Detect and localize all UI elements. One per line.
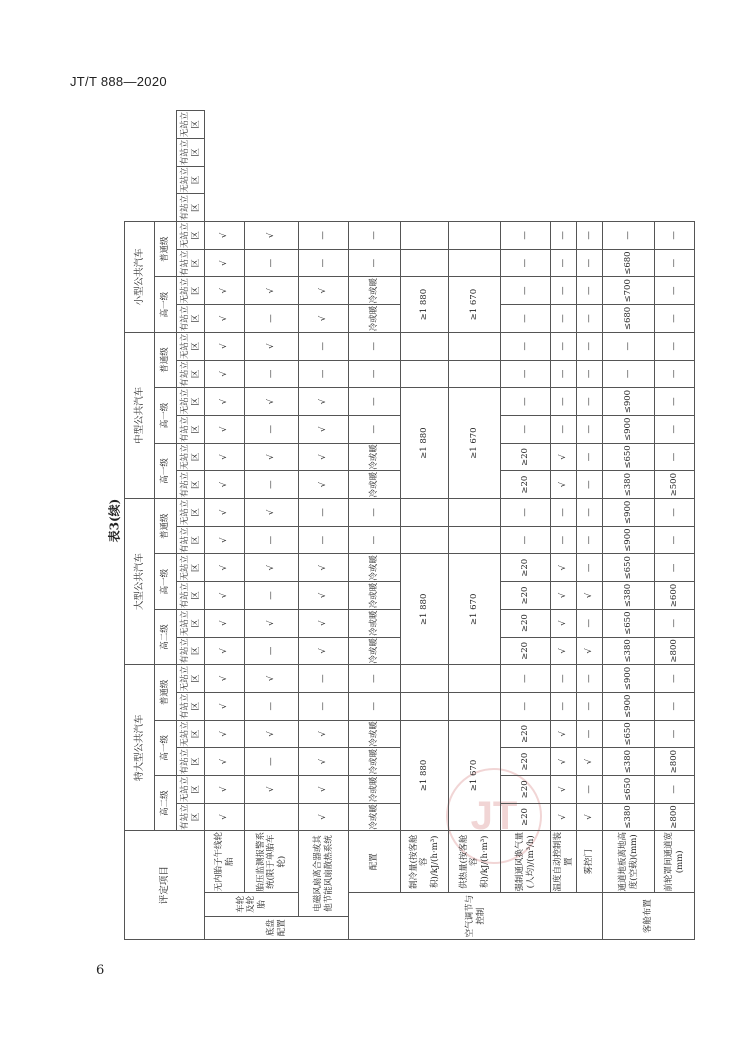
- value-cell: √: [205, 305, 245, 333]
- table-row: [401, 111, 449, 940]
- table-row: [501, 111, 551, 940]
- value-cell: √: [205, 609, 245, 637]
- value-cell: ≥800: [655, 637, 695, 665]
- value-cell: ≥1 880: [401, 720, 449, 831]
- value-cell: —: [577, 249, 603, 277]
- value-cell: —: [577, 554, 603, 582]
- value-cell: —: [245, 582, 299, 610]
- station-cell: 有站立区: [177, 138, 205, 166]
- value-cell: ≥20: [501, 609, 551, 637]
- station-cell: 有站立区: [177, 748, 205, 776]
- value-cell: 冷或暖: [349, 775, 401, 803]
- value-cell: √: [205, 637, 245, 665]
- value-cell: √: [245, 443, 299, 471]
- value-cell: —: [655, 526, 695, 554]
- category-wheels: 车轮及轮胎: [205, 893, 299, 916]
- value-cell: √: [299, 803, 349, 831]
- station-cell: 有站立区: [177, 194, 205, 222]
- value-cell: ≥20: [501, 443, 551, 471]
- value-cell: √: [205, 332, 245, 360]
- value-cell: ≥20: [501, 554, 551, 582]
- table-row: [449, 111, 501, 940]
- value-cell: √: [551, 443, 577, 471]
- value-cell: —: [299, 665, 349, 693]
- station-cell: 有站立区: [177, 637, 205, 665]
- grade-cell: 普通级: [155, 332, 177, 387]
- value-cell: ≤380: [603, 637, 655, 665]
- value-cell: —: [551, 388, 577, 416]
- value-cell: √: [299, 582, 349, 610]
- value-cell: √: [577, 637, 603, 665]
- value-cell: —: [501, 277, 551, 305]
- value-cell: ≥20: [501, 582, 551, 610]
- value-cell: —: [245, 526, 299, 554]
- value-cell: —: [501, 222, 551, 250]
- value-cell: —: [577, 277, 603, 305]
- value-cell: —: [655, 720, 695, 748]
- value-cell: —: [577, 775, 603, 803]
- empty-cell: [401, 332, 449, 360]
- value-cell: 冷或暖: [349, 554, 401, 582]
- value-cell: √: [299, 720, 349, 748]
- watermark-stamp: JT: [446, 768, 542, 864]
- value-cell: √: [299, 277, 349, 305]
- value-cell: —: [655, 443, 695, 471]
- value-cell: —: [577, 332, 603, 360]
- item-label: 强制通风换气量(人均)/(m³/h): [501, 831, 551, 893]
- value-cell: √: [551, 471, 577, 499]
- value-cell: √: [299, 305, 349, 333]
- empty-cell: [401, 249, 449, 277]
- value-cell: √: [205, 582, 245, 610]
- value-cell: ≥1 880: [401, 554, 449, 665]
- value-cell: —: [577, 609, 603, 637]
- value-cell: √: [551, 775, 577, 803]
- category-aircon: 空气调节与控制: [349, 893, 603, 940]
- station-cell: 无站立区: [177, 720, 205, 748]
- item-label: 制冷量(按客舱容积)/kJ/(h·m³): [401, 831, 449, 893]
- value-cell: ≤380: [603, 748, 655, 776]
- station-cell: 无站立区: [177, 111, 205, 139]
- station-cell: 无站立区: [177, 665, 205, 693]
- station-cell: 有站立区: [177, 471, 205, 499]
- value-cell: ≤650: [603, 609, 655, 637]
- empty-cell: [449, 332, 501, 360]
- value-cell: ≥20: [501, 720, 551, 748]
- value-cell: —: [577, 720, 603, 748]
- value-cell: —: [655, 665, 695, 693]
- value-cell: ≥20: [501, 748, 551, 776]
- header-xl-bus: 特大型公共汽车: [125, 665, 155, 831]
- empty-cell: [401, 360, 449, 388]
- value-cell: —: [299, 526, 349, 554]
- value-cell: ≤380: [603, 471, 655, 499]
- value-cell: —: [501, 305, 551, 333]
- value-cell: —: [551, 332, 577, 360]
- value-cell: √: [551, 554, 577, 582]
- value-cell: ≤700: [603, 277, 655, 305]
- value-cell: —: [245, 249, 299, 277]
- value-cell: √: [245, 554, 299, 582]
- value-cell: √: [551, 582, 577, 610]
- value-cell: √: [205, 499, 245, 527]
- value-cell: √: [299, 637, 349, 665]
- value-cell: —: [501, 665, 551, 693]
- empty-cell: [449, 249, 501, 277]
- value-cell: √: [577, 582, 603, 610]
- value-cell: —: [577, 692, 603, 720]
- value-cell: —: [577, 415, 603, 443]
- value-cell: —: [349, 360, 401, 388]
- value-cell: —: [501, 415, 551, 443]
- empty-cell: [245, 803, 299, 831]
- table-row: [349, 111, 401, 940]
- value-cell: 冷或暖: [349, 748, 401, 776]
- value-cell: ≥1 670: [449, 554, 501, 665]
- value-cell: ≤650: [603, 775, 655, 803]
- value-cell: —: [655, 609, 695, 637]
- value-cell: —: [577, 388, 603, 416]
- item-label: 电磁风扇离合器或其他节能风扇散热系统: [299, 831, 349, 916]
- standard-number: JT/T 888—2020: [70, 74, 167, 89]
- value-cell: —: [501, 499, 551, 527]
- value-cell: —: [299, 332, 349, 360]
- value-cell: —: [655, 415, 695, 443]
- value-cell: ≥20: [501, 637, 551, 665]
- value-cell: √: [205, 803, 245, 831]
- item-label: 前轮罩间通道宽(mm): [655, 831, 695, 893]
- value-cell: ≤900: [603, 665, 655, 693]
- value-cell: 冷或暖: [349, 609, 401, 637]
- item-label: 雾控门: [577, 831, 603, 893]
- value-cell: ≥600: [655, 582, 695, 610]
- item-label: 无内胎子午线轮胎: [205, 831, 245, 893]
- value-cell: ≥1 670: [449, 277, 501, 332]
- value-cell: √: [245, 609, 299, 637]
- value-cell: √: [245, 499, 299, 527]
- value-cell: √: [205, 360, 245, 388]
- value-cell: √: [245, 222, 299, 250]
- value-cell: —: [551, 526, 577, 554]
- value-cell: —: [603, 360, 655, 388]
- item-label: 胎压监测报警系统(限于单胎车轮): [245, 831, 299, 893]
- station-cell: 无站立区: [177, 277, 205, 305]
- value-cell: —: [551, 277, 577, 305]
- value-cell: —: [299, 692, 349, 720]
- value-cell: √: [299, 388, 349, 416]
- value-cell: 冷或暖: [349, 277, 401, 305]
- value-cell: √: [205, 222, 245, 250]
- value-cell: √: [299, 748, 349, 776]
- grade-cell: 普通级: [155, 499, 177, 554]
- station-cell: 无站立区: [177, 222, 205, 250]
- value-cell: ≥800: [655, 748, 695, 776]
- value-cell: √: [551, 748, 577, 776]
- value-cell: ≤900: [603, 499, 655, 527]
- value-cell: 冷或暖: [349, 720, 401, 748]
- value-cell: √: [551, 609, 577, 637]
- item-label: 供热量(按客舱容积)/kJ/(h·m³): [449, 831, 501, 893]
- value-cell: —: [655, 305, 695, 333]
- value-cell: —: [299, 222, 349, 250]
- empty-cell: [401, 222, 449, 250]
- station-cell: 无站立区: [177, 775, 205, 803]
- value-cell: ≥1 880: [401, 388, 449, 499]
- value-cell: —: [245, 471, 299, 499]
- header-l-bus: 大型公共汽车: [125, 499, 155, 665]
- value-cell: —: [551, 415, 577, 443]
- value-cell: ≤900: [603, 415, 655, 443]
- page-number: 6: [96, 963, 105, 978]
- header-s-bus: 小型公共汽车: [125, 222, 155, 333]
- value-cell: ≤650: [603, 443, 655, 471]
- value-cell: √: [551, 803, 577, 831]
- value-cell: 冷或暖: [349, 443, 401, 471]
- value-cell: —: [655, 554, 695, 582]
- value-cell: √: [205, 665, 245, 693]
- value-cell: ≥20: [501, 803, 551, 831]
- value-cell: —: [655, 277, 695, 305]
- table-row: [299, 111, 349, 940]
- value-cell: ≤650: [603, 554, 655, 582]
- value-cell: —: [551, 692, 577, 720]
- value-cell: —: [349, 249, 401, 277]
- value-cell: √: [205, 443, 245, 471]
- station-cell: 有站立区: [177, 249, 205, 277]
- value-cell: —: [245, 305, 299, 333]
- table-frame: [124, 110, 685, 940]
- table-row: [551, 111, 577, 940]
- value-cell: —: [349, 665, 401, 693]
- table-row: [205, 111, 245, 940]
- header-m-bus: 中型公共汽车: [125, 332, 155, 498]
- value-cell: —: [655, 249, 695, 277]
- value-cell: ≥20: [501, 775, 551, 803]
- grade-cell: 高一级: [155, 554, 177, 609]
- value-cell: √: [299, 443, 349, 471]
- station-cell: 有站立区: [177, 526, 205, 554]
- header-eval-item: 评定项目: [125, 831, 205, 940]
- value-cell: √: [245, 775, 299, 803]
- value-cell: √: [205, 720, 245, 748]
- value-cell: √: [577, 748, 603, 776]
- value-cell: 冷或暖: [349, 637, 401, 665]
- item-label: 通道地板离地高度(空载)(mm): [603, 831, 655, 893]
- station-cell: 无站立区: [177, 443, 205, 471]
- station-cell: 有站立区: [177, 415, 205, 443]
- value-cell: —: [577, 471, 603, 499]
- value-cell: ≤680: [603, 305, 655, 333]
- grade-cell: 高一级: [155, 277, 177, 332]
- empty-cell: [449, 665, 501, 693]
- grade-cell: 高二级: [155, 775, 177, 830]
- value-cell: —: [655, 388, 695, 416]
- grade-cell: 普通级: [155, 665, 177, 720]
- value-cell: —: [501, 388, 551, 416]
- station-cell: 有站立区: [177, 360, 205, 388]
- value-cell: √: [299, 554, 349, 582]
- value-cell: 冷或暖: [349, 305, 401, 333]
- value-cell: —: [577, 222, 603, 250]
- value-cell: —: [299, 499, 349, 527]
- empty-cell: [401, 499, 449, 527]
- value-cell: —: [349, 526, 401, 554]
- value-cell: √: [551, 720, 577, 748]
- value-cell: 冷或暖: [349, 803, 401, 831]
- station-cell: 有站立区: [177, 305, 205, 333]
- item-label: 配置: [349, 831, 401, 893]
- value-cell: ≥1 670: [449, 388, 501, 499]
- value-cell: ≤900: [603, 388, 655, 416]
- value-cell: ≤650: [603, 720, 655, 748]
- value-cell: —: [501, 332, 551, 360]
- station-cell: 无站立区: [177, 499, 205, 527]
- value-cell: —: [577, 665, 603, 693]
- value-cell: ≥800: [655, 803, 695, 831]
- value-cell: 冷或暖: [349, 471, 401, 499]
- value-cell: √: [245, 277, 299, 305]
- value-cell: —: [349, 499, 401, 527]
- value-cell: —: [577, 499, 603, 527]
- station-cell: 无站立区: [177, 332, 205, 360]
- value-cell: √: [205, 471, 245, 499]
- value-cell: —: [655, 499, 695, 527]
- grade-cell: 高一级: [155, 720, 177, 775]
- value-cell: —: [349, 415, 401, 443]
- empty-cell: [401, 526, 449, 554]
- value-cell: —: [577, 305, 603, 333]
- table-row: [577, 111, 603, 940]
- value-cell: —: [655, 692, 695, 720]
- table-row: [655, 111, 695, 940]
- value-cell: —: [551, 249, 577, 277]
- value-cell: —: [603, 332, 655, 360]
- value-cell: ≤380: [603, 803, 655, 831]
- value-cell: —: [299, 360, 349, 388]
- station-cell: 无站立区: [177, 609, 205, 637]
- grade-cell: 高一级: [155, 388, 177, 443]
- value-cell: √: [245, 665, 299, 693]
- value-cell: √: [205, 748, 245, 776]
- value-cell: √: [205, 775, 245, 803]
- value-cell: —: [501, 360, 551, 388]
- station-cell: 无站立区: [177, 554, 205, 582]
- value-cell: √: [205, 277, 245, 305]
- value-cell: √: [245, 388, 299, 416]
- empty-cell: [401, 692, 449, 720]
- grade-cell: 高一级: [155, 443, 177, 498]
- value-cell: —: [655, 222, 695, 250]
- grade-cell: 高二级: [155, 609, 177, 664]
- station-cell: 无站立区: [177, 166, 205, 194]
- value-cell: ≥500: [655, 471, 695, 499]
- value-cell: ≥1 880: [401, 277, 449, 332]
- value-cell: ≤900: [603, 692, 655, 720]
- value-cell: —: [299, 249, 349, 277]
- empty-cell: [449, 499, 501, 527]
- value-cell: —: [655, 360, 695, 388]
- value-cell: ≤680: [603, 249, 655, 277]
- value-cell: √: [205, 526, 245, 554]
- value-cell: —: [655, 775, 695, 803]
- value-cell: √: [205, 388, 245, 416]
- grade-cell: 普通级: [155, 222, 177, 277]
- value-cell: √: [299, 471, 349, 499]
- category-chassis: 底盘配置: [205, 916, 349, 939]
- value-cell: √: [205, 692, 245, 720]
- empty-cell: [401, 665, 449, 693]
- station-cell: 有站立区: [177, 803, 205, 831]
- table-title: 表3(续): [107, 498, 122, 543]
- value-cell: ≤380: [603, 582, 655, 610]
- category-cabin: 客舱布置: [603, 893, 695, 940]
- value-cell: √: [245, 720, 299, 748]
- value-cell: —: [349, 692, 401, 720]
- value-cell: ≥20: [501, 471, 551, 499]
- value-cell: —: [501, 526, 551, 554]
- table-row: [603, 111, 655, 940]
- value-cell: ≤900: [603, 526, 655, 554]
- value-cell: —: [577, 526, 603, 554]
- table-row: [245, 111, 299, 940]
- value-cell: —: [655, 332, 695, 360]
- value-cell: —: [245, 637, 299, 665]
- value-cell: 冷或暖: [349, 582, 401, 610]
- empty-cell: [449, 692, 501, 720]
- value-cell: √: [299, 415, 349, 443]
- value-cell: —: [245, 748, 299, 776]
- value-cell: √: [245, 332, 299, 360]
- value-cell: —: [349, 388, 401, 416]
- value-cell: —: [245, 692, 299, 720]
- value-cell: —: [245, 415, 299, 443]
- value-cell: —: [245, 360, 299, 388]
- value-cell: —: [349, 222, 401, 250]
- value-cell: —: [577, 443, 603, 471]
- station-cell: 有站立区: [177, 582, 205, 610]
- value-cell: —: [501, 249, 551, 277]
- value-cell: —: [577, 360, 603, 388]
- value-cell: —: [551, 360, 577, 388]
- value-cell: √: [205, 554, 245, 582]
- value-cell: —: [551, 222, 577, 250]
- value-cell: √: [205, 415, 245, 443]
- empty-cell: [449, 222, 501, 250]
- value-cell: √: [577, 803, 603, 831]
- value-cell: —: [501, 692, 551, 720]
- value-cell: —: [551, 665, 577, 693]
- station-cell: 无站立区: [177, 388, 205, 416]
- value-cell: —: [551, 499, 577, 527]
- item-label: 温度自动控制装置: [551, 831, 577, 893]
- value-cell: —: [349, 332, 401, 360]
- empty-cell: [449, 526, 501, 554]
- value-cell: √: [551, 637, 577, 665]
- value-cell: —: [551, 305, 577, 333]
- value-cell: √: [205, 249, 245, 277]
- value-cell: √: [299, 775, 349, 803]
- value-cell: ≥1 670: [449, 720, 501, 831]
- value-cell: √: [299, 609, 349, 637]
- value-cell: —: [603, 222, 655, 250]
- station-cell: 有站立区: [177, 692, 205, 720]
- spec-table: [124, 110, 695, 940]
- empty-cell: [449, 360, 501, 388]
